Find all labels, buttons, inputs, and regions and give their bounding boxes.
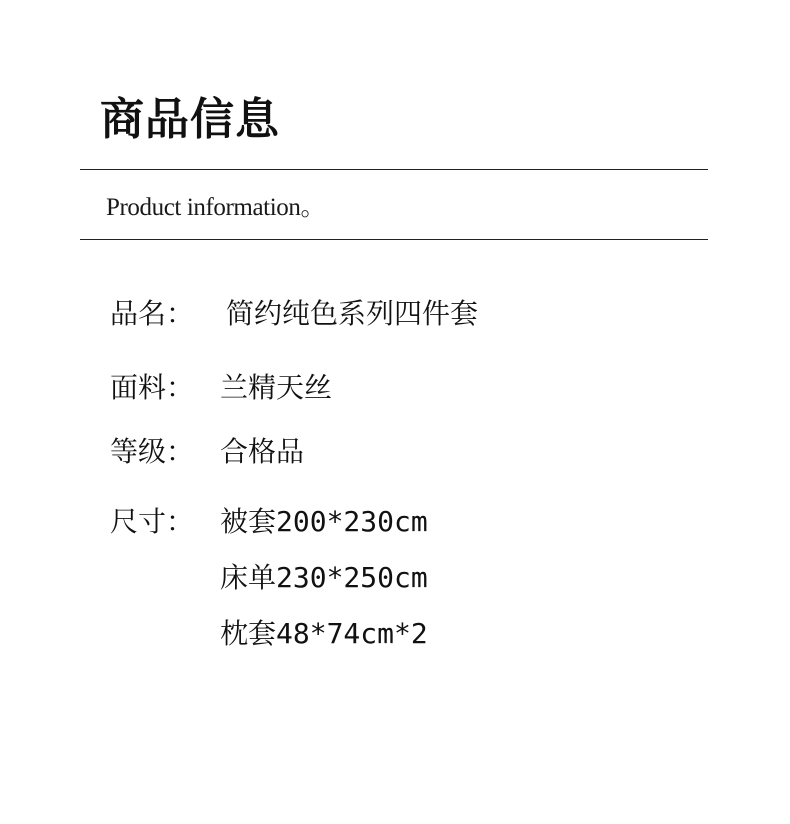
product-name-label: 品名： <box>110 297 195 330</box>
product-name-value: 简约纯色系列四件套 <box>226 297 479 330</box>
size-value-sheet: 床单230*250cm <box>220 561 428 594</box>
size-value-duvet: 被套200*230cm <box>220 505 428 538</box>
grade-label: 等级： <box>110 435 195 468</box>
bottom-divider <box>80 239 708 240</box>
page-title: 商品信息 <box>100 94 280 145</box>
page-subtitle: Product information。 <box>106 194 326 221</box>
top-divider <box>80 169 708 170</box>
fabric-label: 面料： <box>110 371 195 404</box>
size-label: 尺寸： <box>110 505 195 538</box>
grade-value: 合格品 <box>220 435 305 468</box>
fabric-value: 兰精天丝 <box>220 371 333 404</box>
size-value-pillowcase: 枕套48*74cm*2 <box>220 617 428 650</box>
